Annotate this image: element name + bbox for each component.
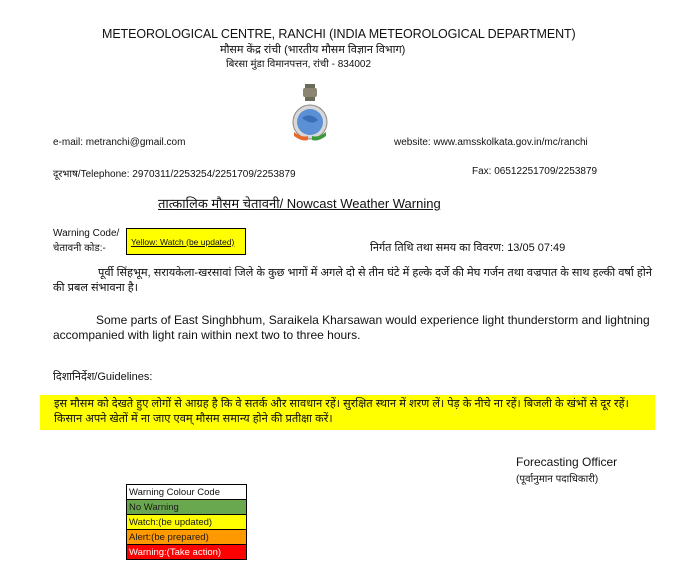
warning-code-label-en: Warning Code/	[53, 228, 120, 239]
document-title: तात्कालिक मौसम चेतावनी/ Nowcast Weather Warning	[158, 196, 441, 211]
legend-item-no-warning: No Warning	[127, 500, 247, 515]
issue-datetime	[370, 240, 565, 255]
header-title-hindi: मौसम केंद्र रांची (भारतीय मौसम विज्ञान विभाग)	[220, 44, 406, 56]
warning-code-value: Yellow: Watch (be updated)	[131, 236, 235, 247]
legend-header: Warning Colour Code	[127, 485, 247, 500]
legend-item-watch: Watch:(be updated)	[127, 515, 247, 530]
header-title: METEOROLOGICAL CENTRE, RANCHI (INDIA METEOROLOGICAL DEPARTMENT)	[102, 27, 576, 41]
signature-title: Forecasting Officer	[516, 455, 618, 469]
imd-emblem-icon	[290, 82, 330, 148]
guidelines-text: इस मौसम को देखते हुए लोगों से आग्रह है कि वे सतर्क और सावधान रहें। सुरक्षित स्थान में शरण लें। पेड़ के नीचे ना रहें। बिजली के खंभों से दूर रहें। किसान अपने खेतों में ना जाए एवम् मौसम समान्य होने की प्रतीक्षा करें।	[40, 395, 655, 430]
signature-title-hindi: (पूर्वानुमान पदाधिकारी)	[516, 474, 599, 485]
guidelines-label: दिशानिर्देश/Guidelines:	[53, 371, 153, 383]
forecast-english: Some parts of East Singhbhum, Saraikela Kharsawan would experience light thunderstorm and lightning accompanied with light rain within next two to three hours.	[53, 313, 650, 342]
contact-fax: Fax: 06512251709/2253879	[472, 166, 598, 177]
issue-value: 13/05 07:49	[507, 242, 566, 254]
warning-code-badge	[126, 228, 246, 255]
warning-code-label	[53, 226, 119, 256]
forecast-hindi: पूर्वी सिंहभूम, सरायकेला-खरसावां जिले के कुछ भागों में अगले दो से तीन घंटे में हल्के दर्जे की मेघ गर्जन तथा वज्रपात के साथ हल्की वर्षा होने की प्रबल संभावना है।	[53, 267, 652, 294]
warning-code-label-hi: चेतावनी कोड:-	[53, 243, 106, 254]
legend-item-warning: Warning:(Take action)	[127, 545, 247, 560]
header-address: बिरसा मुंडा विमानपत्तन, रांची - 834002	[226, 59, 372, 70]
warning-colour-legend	[126, 484, 247, 560]
issue-label: निर्गत तिथि तथा समय का विवरण:	[370, 242, 505, 254]
legend-item-alert: Alert:(be prepared)	[127, 530, 247, 545]
contact-telephone: दूरभाष/Telephone: 2970311/2253254/2251709/2253879	[53, 169, 296, 180]
contact-email: e-mail: metranchi@gmail.com	[53, 137, 186, 148]
contact-website: website: www.amsskolkata.gov.in/mc/ranchi	[394, 137, 588, 148]
